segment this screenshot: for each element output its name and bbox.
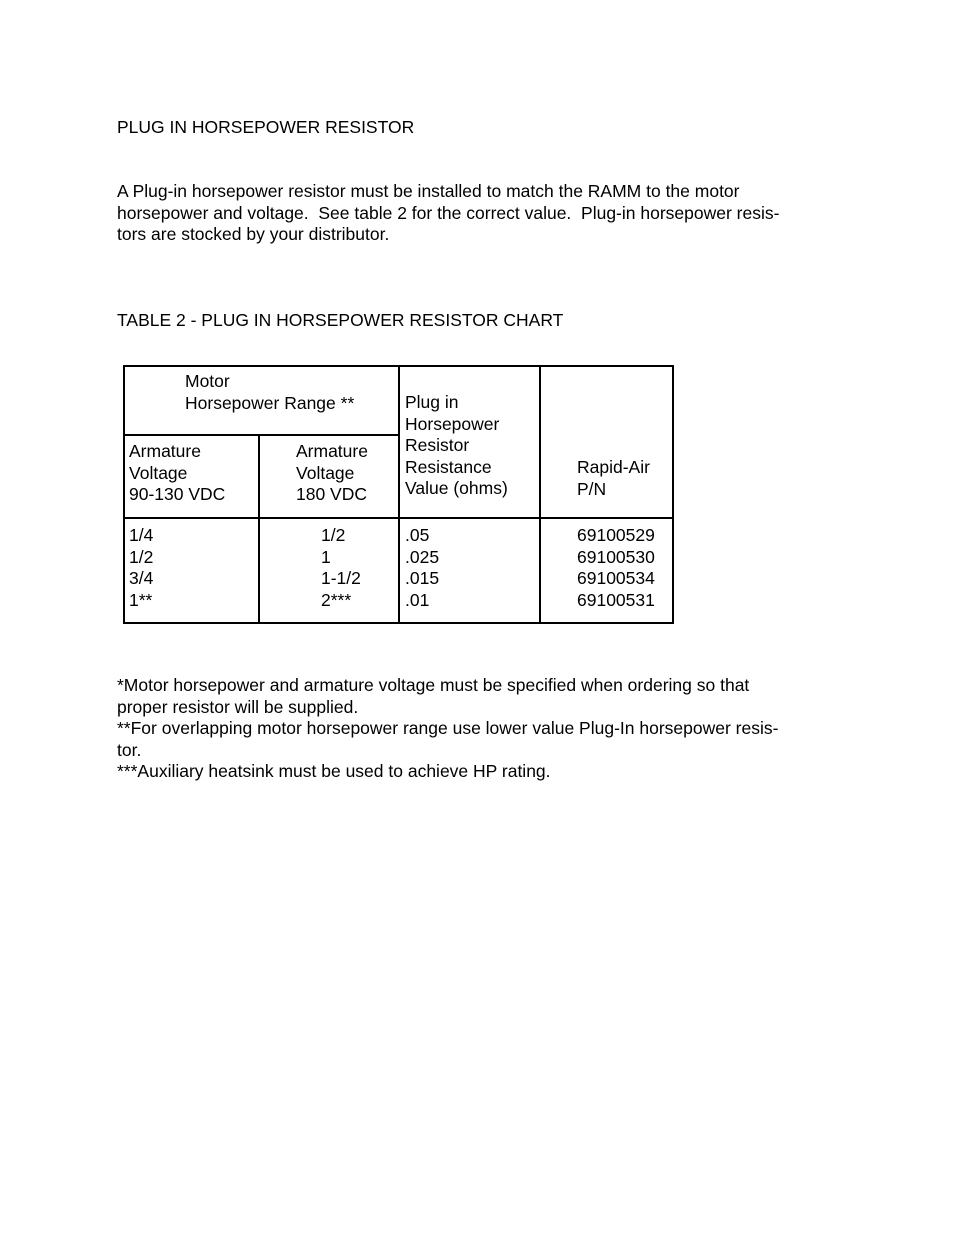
table-cell: 69100531 bbox=[577, 589, 655, 610]
divider-armature bbox=[258, 434, 260, 624]
header-armature-90-130: Armature Voltage 90-130 VDC bbox=[129, 441, 226, 504]
intro-paragraph bbox=[117, 181, 779, 246]
header-part-number: Rapid-Air P/N bbox=[577, 457, 650, 499]
column-armature-90-130-values bbox=[129, 525, 153, 611]
column-armature-180-values bbox=[321, 525, 361, 611]
section-heading: PLUG IN HORSEPOWER RESISTOR bbox=[117, 117, 415, 137]
table-cell: 1 bbox=[321, 546, 331, 567]
table-cell: 3/4 bbox=[129, 568, 154, 588]
table-cell: 1/4 bbox=[129, 525, 154, 545]
motor-hp-range-header: Motor Horsepower Range ** bbox=[185, 371, 355, 413]
footnote-line: tor. bbox=[117, 739, 142, 760]
intro-line: A Plug-in horsepower resistor must be installed to match the RAMM to the motor bbox=[117, 181, 740, 201]
header-resistance: Plug in Horsepower Resistor Resistance Value (ohms) bbox=[405, 392, 508, 498]
divider-group-header bbox=[123, 434, 400, 436]
footnote-line: ***Auxiliary heatsink must be used to achieve HP rating. bbox=[117, 761, 551, 781]
table-cell: .01 bbox=[405, 589, 430, 610]
table-title: TABLE 2 - PLUG IN HORSEPOWER RESISTOR CHART bbox=[117, 310, 564, 330]
table-cell: .05 bbox=[405, 525, 430, 545]
divider-resistance bbox=[398, 365, 400, 624]
table-cell: 1** bbox=[129, 589, 153, 610]
table-cell: .015 bbox=[405, 568, 440, 588]
table-cell: 69100534 bbox=[577, 568, 655, 588]
table-cell: 1/2 bbox=[321, 525, 346, 545]
divider-part-number bbox=[539, 365, 541, 624]
table-cell: 69100529 bbox=[577, 525, 655, 545]
table-cell: 1/2 bbox=[129, 546, 154, 567]
footnote-line: *Motor horsepower and armature voltage must be specified when ordering so that bbox=[117, 675, 750, 695]
table-cell: .025 bbox=[405, 546, 440, 567]
footnote-line: proper resistor will be supplied. bbox=[117, 696, 359, 717]
footnote-line: **For overlapping motor horsepower range use lower value Plug-In horsepower resis- bbox=[117, 718, 779, 738]
column-resistance-values bbox=[405, 525, 439, 611]
table-cell: 69100530 bbox=[577, 546, 655, 567]
intro-line: tors are stocked by your distributor. bbox=[117, 224, 390, 244]
divider-header-body bbox=[123, 517, 674, 519]
column-part-number-values bbox=[577, 525, 655, 611]
table-cell: 2*** bbox=[321, 589, 352, 610]
table-cell: 1-1/2 bbox=[321, 568, 361, 588]
intro-line: horsepower and voltage. See table 2 for the correct value. Plug-in horsepower resis- bbox=[117, 202, 780, 223]
header-armature-180: Armature Voltage 180 VDC bbox=[296, 441, 368, 504]
footnotes bbox=[117, 675, 778, 783]
